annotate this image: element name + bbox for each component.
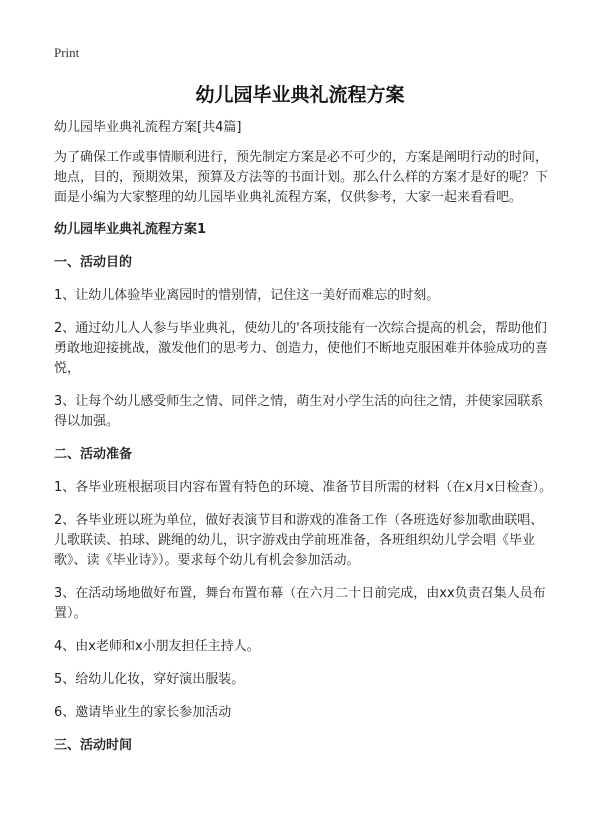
section-heading-preparation: 二、活动准备 [54, 447, 133, 462]
purpose-item: 2、通过幼儿人人参与毕业典礼，使幼儿的'各项技能有一次综合提高的机会，帮助他们勇敢地迎接挑战，激发他们的思考力、创造力，使他们不断地克服困难并体验成功的喜悦， [54, 321, 549, 376]
preparation-item: 3、在活动场地做好布置，舞台布置布幕（在六月二十日前完成，由xx负责召集人员布置）。 [54, 586, 546, 621]
preparation-item: 5、给幼儿化妆，穿好演出服装。 [54, 672, 245, 687]
article-intro: 为了确保工作或事情顺利进行，预先制定方案是必不可少的，方案是阐明行动的时间，地点，目的，预期效果，预算及方法等的书面计划。那么什么样的方案才是好的呢？下面是小编为大家整理的幼儿园毕业典礼流程方案，仅供参考，大家一起来看看吧。 [54, 150, 549, 205]
article-body [54, 118, 554, 769]
article-subtitle: 幼儿园毕业典礼流程方案[共4篇] [54, 120, 242, 135]
page-title: 幼儿园毕业典礼流程方案 [195, 84, 405, 106]
preparation-item: 4、由x老师和x小朋友担任主持人。 [54, 639, 260, 654]
section-heading-time: 三、活动时间 [54, 738, 133, 753]
preparation-item: 6、邀请毕业生的家长参加活动 [54, 705, 232, 720]
purpose-item: 1、让幼儿体验毕业离园时的惜别情，记住这一美好而难忘的时刻。 [54, 288, 440, 303]
print-link[interactable]: Print [54, 45, 80, 60]
preparation-item: 1、各毕业班根据项目内容布置有特色的环境、准备节目所需的材料（在x月x日检查）。 [54, 480, 553, 495]
purpose-item: 3、让每个幼儿感受师生之情、同伴之情，萌生对小学生活的向往之情，并使家园联系得以加强。 [54, 394, 544, 429]
plan-heading: 幼儿园毕业典礼流程方案1 [54, 222, 207, 237]
preparation-item: 2、各毕业班以班为单位，做好表演节目和游戏的准备工作（各班选好参加歌曲联唱、儿歌联读、拍球、跳绳的幼儿，识字游戏由学前班准备，各班组织幼儿学会唱《毕业歌》、读《毕业诗》）。要求每个幼儿有机会参加活动。 [54, 513, 544, 568]
section-heading-purpose: 一、活动目的 [54, 255, 133, 270]
